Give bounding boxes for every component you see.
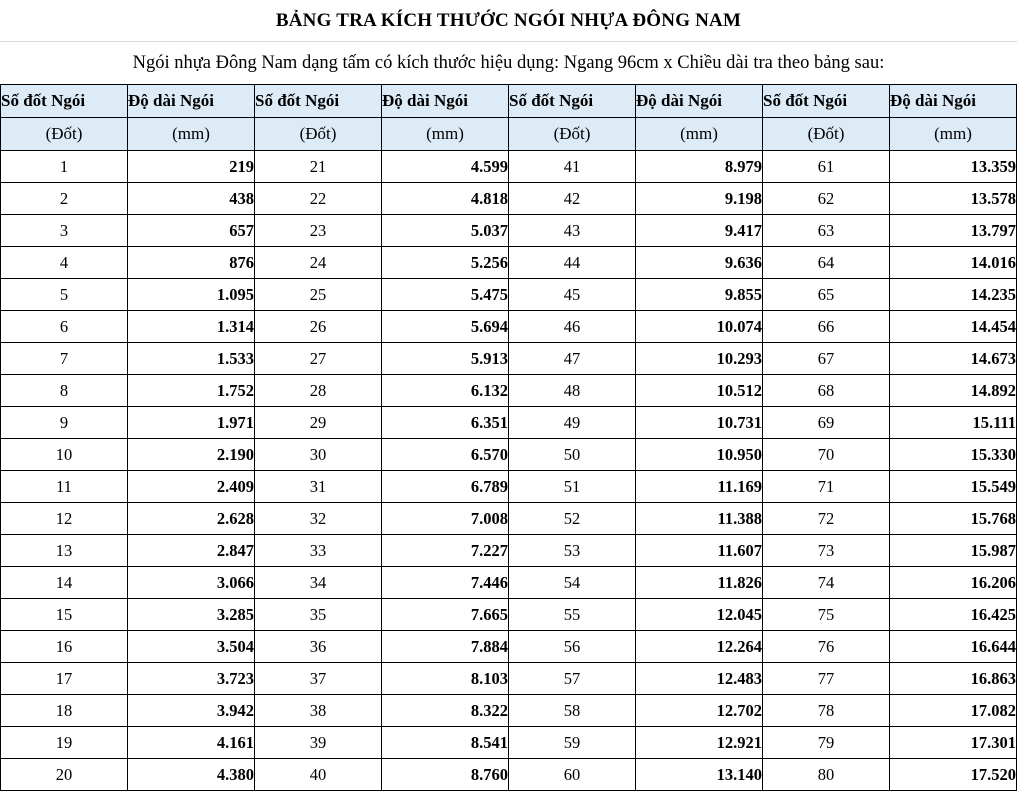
cell-tile-length: 5.694 — [382, 311, 509, 343]
table-body — [1, 151, 1017, 791]
cell-tile-length: 16.425 — [890, 599, 1017, 631]
cell-tile-length: 1.095 — [128, 279, 255, 311]
table-row — [1, 727, 1017, 759]
cell-segment-count: 37 — [255, 663, 382, 695]
table-row — [1, 471, 1017, 503]
cell-tile-length: 2.847 — [128, 535, 255, 567]
cell-tile-length: 14.016 — [890, 247, 1017, 279]
column-unit-count: (Đốt) — [1, 118, 128, 151]
cell-tile-length: 14.235 — [890, 279, 1017, 311]
cell-tile-length: 8.322 — [382, 695, 509, 727]
column-unit-count: (Đốt) — [763, 118, 890, 151]
column-header-count: Số đốt Ngói — [763, 85, 890, 118]
cell-tile-length: 10.074 — [636, 311, 763, 343]
cell-tile-length: 3.723 — [128, 663, 255, 695]
cell-tile-length: 12.264 — [636, 631, 763, 663]
cell-tile-length: 14.673 — [890, 343, 1017, 375]
table-row — [1, 183, 1017, 215]
cell-tile-length: 1.752 — [128, 375, 255, 407]
cell-segment-count: 45 — [509, 279, 636, 311]
cell-tile-length: 3.942 — [128, 695, 255, 727]
cell-tile-length: 219 — [128, 151, 255, 183]
cell-tile-length: 438 — [128, 183, 255, 215]
cell-tile-length: 11.388 — [636, 503, 763, 535]
cell-tile-length: 3.504 — [128, 631, 255, 663]
cell-tile-length: 4.380 — [128, 759, 255, 791]
column-unit-length: (mm) — [636, 118, 763, 151]
cell-tile-length: 9.417 — [636, 215, 763, 247]
cell-segment-count: 79 — [763, 727, 890, 759]
cell-tile-length: 12.483 — [636, 663, 763, 695]
cell-tile-length: 13.797 — [890, 215, 1017, 247]
cell-segment-count: 3 — [1, 215, 128, 247]
cell-tile-length: 15.549 — [890, 471, 1017, 503]
table-row — [1, 695, 1017, 727]
cell-tile-length: 5.256 — [382, 247, 509, 279]
cell-tile-length: 2.409 — [128, 471, 255, 503]
cell-segment-count: 53 — [509, 535, 636, 567]
cell-segment-count: 24 — [255, 247, 382, 279]
cell-tile-length: 876 — [128, 247, 255, 279]
size-lookup-table — [0, 84, 1017, 791]
cell-segment-count: 58 — [509, 695, 636, 727]
cell-tile-length: 16.206 — [890, 567, 1017, 599]
cell-tile-length: 1.533 — [128, 343, 255, 375]
cell-segment-count: 62 — [763, 183, 890, 215]
table-row — [1, 535, 1017, 567]
cell-segment-count: 77 — [763, 663, 890, 695]
table-row — [1, 631, 1017, 663]
cell-segment-count: 76 — [763, 631, 890, 663]
cell-segment-count: 47 — [509, 343, 636, 375]
cell-segment-count: 9 — [1, 407, 128, 439]
cell-tile-length: 7.227 — [382, 535, 509, 567]
cell-segment-count: 54 — [509, 567, 636, 599]
cell-segment-count: 20 — [1, 759, 128, 791]
cell-segment-count: 35 — [255, 599, 382, 631]
cell-tile-length: 3.285 — [128, 599, 255, 631]
cell-tile-length: 2.628 — [128, 503, 255, 535]
cell-tile-length: 8.103 — [382, 663, 509, 695]
table-row — [1, 311, 1017, 343]
cell-segment-count: 39 — [255, 727, 382, 759]
table-row — [1, 407, 1017, 439]
column-unit-length: (mm) — [890, 118, 1017, 151]
cell-tile-length: 16.863 — [890, 663, 1017, 695]
cell-tile-length: 17.082 — [890, 695, 1017, 727]
cell-tile-length: 15.987 — [890, 535, 1017, 567]
column-header-length: Độ dài Ngói — [382, 85, 509, 118]
cell-segment-count: 2 — [1, 183, 128, 215]
cell-tile-length: 9.198 — [636, 183, 763, 215]
table-row — [1, 375, 1017, 407]
table-row — [1, 663, 1017, 695]
cell-segment-count: 60 — [509, 759, 636, 791]
cell-segment-count: 7 — [1, 343, 128, 375]
cell-segment-count: 19 — [1, 727, 128, 759]
table-row — [1, 279, 1017, 311]
cell-segment-count: 43 — [509, 215, 636, 247]
column-header-length: Độ dài Ngói — [128, 85, 255, 118]
table-row — [1, 151, 1017, 183]
cell-segment-count: 34 — [255, 567, 382, 599]
cell-segment-count: 16 — [1, 631, 128, 663]
cell-tile-length: 5.913 — [382, 343, 509, 375]
cell-segment-count: 32 — [255, 503, 382, 535]
cell-segment-count: 38 — [255, 695, 382, 727]
cell-tile-length: 657 — [128, 215, 255, 247]
column-header-length: Độ dài Ngói — [636, 85, 763, 118]
cell-tile-length: 13.140 — [636, 759, 763, 791]
cell-segment-count: 25 — [255, 279, 382, 311]
cell-segment-count: 71 — [763, 471, 890, 503]
cell-tile-length: 5.475 — [382, 279, 509, 311]
cell-tile-length: 15.330 — [890, 439, 1017, 471]
cell-tile-length: 10.950 — [636, 439, 763, 471]
table-row — [1, 503, 1017, 535]
cell-segment-count: 72 — [763, 503, 890, 535]
cell-tile-length: 1.314 — [128, 311, 255, 343]
table-row — [1, 599, 1017, 631]
column-unit-length: (mm) — [382, 118, 509, 151]
cell-segment-count: 65 — [763, 279, 890, 311]
cell-tile-length: 8.760 — [382, 759, 509, 791]
table-row — [1, 215, 1017, 247]
cell-segment-count: 41 — [509, 151, 636, 183]
cell-segment-count: 57 — [509, 663, 636, 695]
cell-segment-count: 69 — [763, 407, 890, 439]
cell-tile-length: 6.132 — [382, 375, 509, 407]
table-row — [1, 759, 1017, 791]
cell-tile-length: 12.702 — [636, 695, 763, 727]
cell-tile-length: 15.111 — [890, 407, 1017, 439]
cell-segment-count: 13 — [1, 535, 128, 567]
cell-segment-count: 18 — [1, 695, 128, 727]
cell-tile-length: 10.731 — [636, 407, 763, 439]
cell-segment-count: 12 — [1, 503, 128, 535]
column-header-count: Số đốt Ngói — [509, 85, 636, 118]
cell-segment-count: 33 — [255, 535, 382, 567]
cell-tile-length: 7.665 — [382, 599, 509, 631]
cell-segment-count: 6 — [1, 311, 128, 343]
table-row — [1, 247, 1017, 279]
cell-segment-count: 21 — [255, 151, 382, 183]
cell-tile-length: 7.446 — [382, 567, 509, 599]
cell-segment-count: 29 — [255, 407, 382, 439]
page-title: BẢNG TRA KÍCH THƯỚC NGÓI NHỰA ĐÔNG NAM — [0, 0, 1017, 42]
cell-segment-count: 17 — [1, 663, 128, 695]
cell-tile-length: 5.037 — [382, 215, 509, 247]
cell-segment-count: 63 — [763, 215, 890, 247]
column-header-count: Số đốt Ngói — [255, 85, 382, 118]
cell-tile-length: 15.768 — [890, 503, 1017, 535]
cell-tile-length: 4.161 — [128, 727, 255, 759]
cell-tile-length: 14.454 — [890, 311, 1017, 343]
cell-tile-length: 10.512 — [636, 375, 763, 407]
cell-segment-count: 14 — [1, 567, 128, 599]
table-row — [1, 439, 1017, 471]
cell-segment-count: 70 — [763, 439, 890, 471]
cell-segment-count: 27 — [255, 343, 382, 375]
cell-segment-count: 75 — [763, 599, 890, 631]
header-row-labels — [1, 85, 1017, 118]
cell-segment-count: 40 — [255, 759, 382, 791]
cell-tile-length: 9.636 — [636, 247, 763, 279]
cell-tile-length: 1.971 — [128, 407, 255, 439]
cell-segment-count: 80 — [763, 759, 890, 791]
cell-tile-length: 13.359 — [890, 151, 1017, 183]
cell-tile-length: 6.789 — [382, 471, 509, 503]
cell-segment-count: 10 — [1, 439, 128, 471]
column-unit-count: (Đốt) — [509, 118, 636, 151]
cell-segment-count: 8 — [1, 375, 128, 407]
cell-tile-length: 7.884 — [382, 631, 509, 663]
cell-tile-length: 2.190 — [128, 439, 255, 471]
cell-tile-length: 16.644 — [890, 631, 1017, 663]
cell-segment-count: 49 — [509, 407, 636, 439]
cell-segment-count: 56 — [509, 631, 636, 663]
cell-tile-length: 6.570 — [382, 439, 509, 471]
cell-tile-length: 12.921 — [636, 727, 763, 759]
column-header-length: Độ dài Ngói — [890, 85, 1017, 118]
cell-segment-count: 74 — [763, 567, 890, 599]
cell-tile-length: 11.169 — [636, 471, 763, 503]
cell-tile-length: 7.008 — [382, 503, 509, 535]
cell-tile-length: 9.855 — [636, 279, 763, 311]
cell-segment-count: 15 — [1, 599, 128, 631]
cell-tile-length: 4.818 — [382, 183, 509, 215]
cell-segment-count: 36 — [255, 631, 382, 663]
cell-tile-length: 8.979 — [636, 151, 763, 183]
cell-segment-count: 30 — [255, 439, 382, 471]
header-row-units — [1, 118, 1017, 151]
cell-segment-count: 44 — [509, 247, 636, 279]
cell-segment-count: 26 — [255, 311, 382, 343]
cell-tile-length: 11.826 — [636, 567, 763, 599]
cell-tile-length: 10.293 — [636, 343, 763, 375]
cell-segment-count: 61 — [763, 151, 890, 183]
cell-segment-count: 50 — [509, 439, 636, 471]
cell-segment-count: 23 — [255, 215, 382, 247]
column-header-count: Số đốt Ngói — [1, 85, 128, 118]
cell-segment-count: 66 — [763, 311, 890, 343]
cell-segment-count: 59 — [509, 727, 636, 759]
cell-segment-count: 31 — [255, 471, 382, 503]
cell-tile-length: 3.066 — [128, 567, 255, 599]
cell-segment-count: 52 — [509, 503, 636, 535]
cell-segment-count: 46 — [509, 311, 636, 343]
column-unit-count: (Đốt) — [255, 118, 382, 151]
cell-segment-count: 73 — [763, 535, 890, 567]
cell-segment-count: 64 — [763, 247, 890, 279]
cell-segment-count: 48 — [509, 375, 636, 407]
cell-tile-length: 14.892 — [890, 375, 1017, 407]
table-row — [1, 343, 1017, 375]
cell-tile-length: 13.578 — [890, 183, 1017, 215]
cell-tile-length: 12.045 — [636, 599, 763, 631]
cell-tile-length: 8.541 — [382, 727, 509, 759]
cell-segment-count: 67 — [763, 343, 890, 375]
column-unit-length: (mm) — [128, 118, 255, 151]
cell-segment-count: 5 — [1, 279, 128, 311]
cell-tile-length: 6.351 — [382, 407, 509, 439]
cell-segment-count: 1 — [1, 151, 128, 183]
cell-tile-length: 11.607 — [636, 535, 763, 567]
cell-tile-length: 4.599 — [382, 151, 509, 183]
cell-tile-length: 17.301 — [890, 727, 1017, 759]
cell-segment-count: 4 — [1, 247, 128, 279]
cell-segment-count: 68 — [763, 375, 890, 407]
cell-segment-count: 42 — [509, 183, 636, 215]
cell-segment-count: 55 — [509, 599, 636, 631]
cell-segment-count: 22 — [255, 183, 382, 215]
cell-segment-count: 78 — [763, 695, 890, 727]
cell-segment-count: 28 — [255, 375, 382, 407]
table-row — [1, 567, 1017, 599]
cell-segment-count: 51 — [509, 471, 636, 503]
cell-tile-length: 17.520 — [890, 759, 1017, 791]
page-subtitle: Ngói nhựa Đông Nam dạng tấm có kích thước hiệu dụng: Ngang 96cm x Chiều dài tra theo bảng sau: — [132, 52, 885, 73]
cell-segment-count: 11 — [1, 471, 128, 503]
